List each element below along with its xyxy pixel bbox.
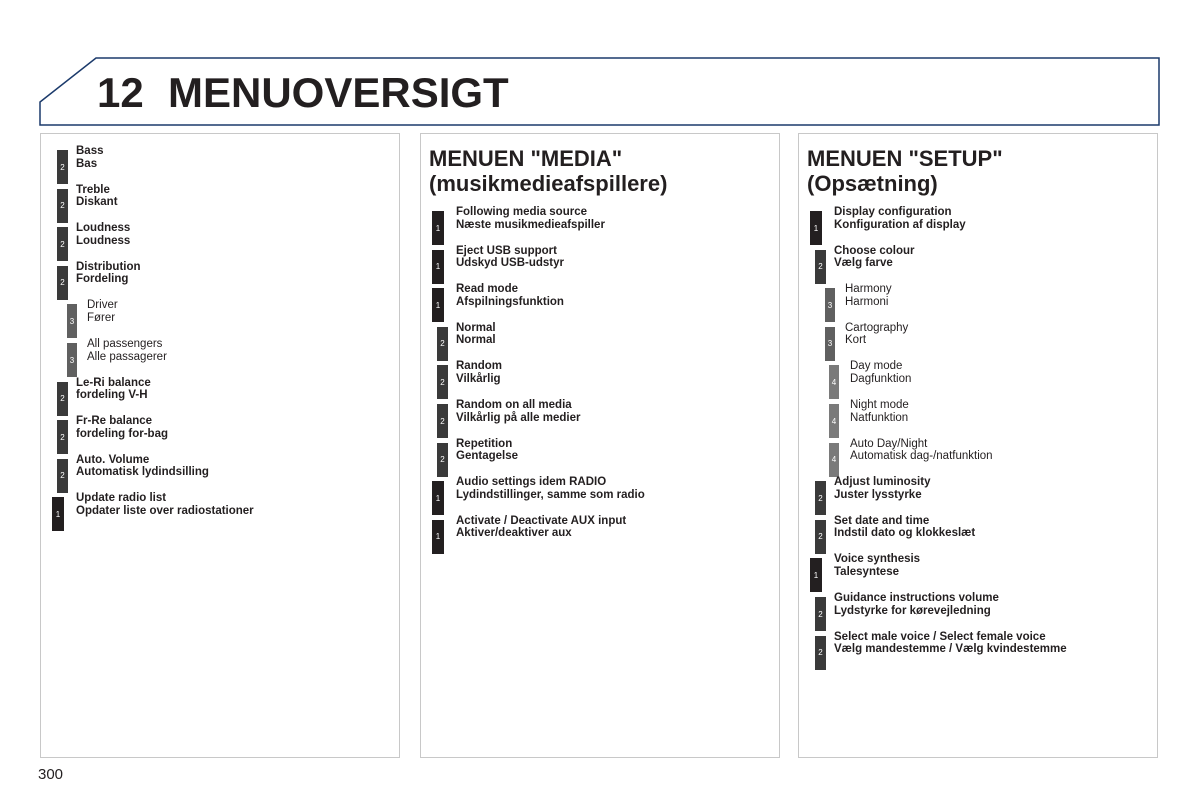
column-audio-settings — [40, 133, 400, 758]
menu-item-label-en: Following media source — [456, 206, 587, 218]
level-badge: 1 — [810, 211, 822, 245]
column-title-line: MENUEN "SETUP" — [807, 146, 1003, 171]
menu-item — [829, 399, 1159, 438]
menu-item-label-da: fordeling V-H — [76, 389, 148, 402]
menu-item-text — [76, 145, 104, 170]
menu-item-text — [834, 206, 966, 231]
menu-item — [57, 453, 387, 493]
menu-item-label-en: Random on all media — [456, 399, 572, 411]
menu-item-label-en: Display configuration — [834, 206, 952, 218]
menu-item — [437, 437, 767, 477]
menu-item-text — [456, 245, 564, 270]
level-badge: 4 — [829, 443, 839, 477]
menu-item — [825, 283, 1155, 322]
level-badge: 1 — [432, 520, 444, 554]
level-badge: 2 — [57, 266, 68, 300]
menu-item-label-en: Read mode — [456, 283, 518, 296]
menu-item-label-en: Night mode — [850, 399, 909, 411]
menu-item-text — [76, 184, 118, 209]
level-badge: 3 — [67, 343, 77, 377]
menu-item-label-da: Normal — [456, 334, 496, 347]
menu-item-text — [456, 322, 496, 347]
level-badge: 4 — [829, 404, 839, 438]
menu-item-label-da: Automatisk dag-/natfunktion — [850, 450, 993, 463]
menu-item-label-da: Vælg farve — [834, 257, 893, 270]
column-title-line: MENUEN "MEDIA" — [429, 146, 623, 171]
menu-item — [57, 376, 387, 416]
menu-item-label-en: Update radio list — [76, 492, 167, 505]
menu-item-text — [456, 476, 645, 501]
menu-item-label-da: Lydstyrke for kørevejledning — [834, 604, 991, 617]
menu-item-label-da: Automatisk lydindsilling — [76, 466, 209, 479]
menu-item-label-da: Næste musikmedieafspiller — [456, 218, 605, 231]
menu-item — [825, 321, 1155, 361]
menu-item — [67, 338, 397, 377]
menu-item-label-da: Harmoni — [845, 295, 889, 308]
menu-item-text — [76, 492, 254, 517]
menu-item-label-da: Juster lysstyrke — [834, 488, 922, 501]
menu-item-label-da: Fordeling — [76, 273, 129, 286]
level-badge: 2 — [437, 327, 448, 361]
menu-item-label-da: Opdater liste over radiostationer — [76, 504, 254, 517]
menu-item-text — [76, 454, 209, 479]
menu-item-label-da: Diskant — [76, 196, 118, 209]
menu-item — [57, 183, 387, 223]
menu-item — [829, 360, 1159, 399]
menu-item — [810, 553, 1140, 592]
chapter-number: 12 — [97, 69, 144, 116]
menu-item-label-en: Treble — [76, 183, 110, 196]
menu-item — [432, 514, 762, 554]
menu-item-label-da: Indstil dato og klokkeslæt — [834, 527, 976, 540]
menu-item — [437, 360, 767, 399]
menu-item — [829, 437, 1159, 477]
level-badge: 1 — [810, 558, 822, 592]
menu-item — [437, 321, 767, 361]
menu-item-label-en: Choose colour — [834, 244, 915, 257]
menu-item-text — [850, 438, 993, 463]
menu-item-text — [845, 283, 892, 308]
menu-item — [432, 283, 762, 322]
column-media-menu — [420, 133, 780, 758]
level-badge: 3 — [67, 304, 77, 338]
menu-item — [815, 630, 1145, 670]
menu-item — [432, 206, 762, 245]
level-badge: 1 — [432, 481, 444, 515]
menu-item-label-en: Eject USB support — [456, 244, 557, 257]
level-badge: 1 — [432, 288, 444, 322]
menu-item-label-en: All passengers — [87, 338, 163, 350]
level-badge: 1 — [432, 211, 444, 245]
level-badge: 2 — [437, 404, 448, 438]
level-badge: 2 — [57, 420, 68, 454]
menu-item-label-da: Alle passagerer — [87, 350, 167, 363]
menu-item-text — [850, 360, 911, 385]
column-title-line: (Opsætning) — [807, 171, 938, 196]
menu-item-text — [834, 553, 920, 578]
level-badge: 2 — [57, 150, 68, 184]
menu-item-text — [76, 222, 130, 247]
column-title — [429, 146, 667, 196]
menu-item-label-da: fordeling for-bag — [76, 427, 168, 440]
menu-item-label-en: Select male voice / Select female voice — [834, 630, 1046, 643]
menu-item-text — [76, 377, 151, 402]
menu-item-label-en: Cartography — [845, 321, 909, 334]
menu-item-label-en: Audio settings idem RADIO — [456, 476, 607, 489]
level-badge: 1 — [52, 497, 64, 531]
level-badge: 2 — [57, 382, 68, 416]
menu-item-label-da: Bas — [76, 157, 98, 170]
column-title-line: (musikmedieafspillere) — [429, 171, 668, 196]
menu-item-label-da: Talesyntese — [834, 565, 899, 578]
menu-item-text — [76, 415, 168, 440]
menu-item-text — [456, 206, 605, 231]
menu-item-label-en: Set date and time — [834, 514, 930, 527]
menu-item-label-da: Vilkårlig på alle medier — [456, 411, 581, 424]
menu-item — [810, 206, 1140, 245]
menu-item — [432, 476, 762, 515]
level-badge: 2 — [57, 227, 68, 261]
level-badge: 4 — [829, 365, 839, 399]
menu-item-label-en: Loudness — [76, 222, 131, 235]
level-badge: 2 — [815, 636, 826, 670]
menu-item — [57, 145, 387, 184]
page-number: 300 — [38, 766, 64, 783]
menu-item-label-en: Bass — [76, 145, 104, 157]
menu-item-text — [834, 476, 930, 501]
level-badge: 3 — [825, 288, 835, 322]
menu-item — [815, 476, 1145, 515]
page-title: MENUOVERSIGT — [168, 69, 509, 116]
menu-item-text — [456, 515, 626, 540]
menu-item-text — [456, 283, 564, 308]
menu-item-label-en: Harmony — [845, 283, 892, 296]
level-badge: 2 — [437, 365, 448, 399]
menu-item-text — [850, 399, 909, 424]
menu-item-label-da: Loudness — [76, 234, 131, 247]
menu-item-label-en: Repetition — [456, 437, 513, 450]
menu-item — [815, 244, 1145, 284]
menu-item-label-en: Voice synthesis — [834, 553, 921, 566]
menu-item-label-en: Day mode — [850, 360, 903, 373]
menu-item-text — [456, 360, 502, 385]
menu-item-text — [834, 592, 999, 617]
level-badge: 1 — [432, 250, 444, 284]
menu-item — [57, 415, 387, 454]
menu-item-label-en: Adjust luminosity — [834, 476, 931, 489]
menu-item-label-en: Distribution — [76, 260, 141, 273]
menu-item-label-da: Konfiguration af display — [834, 218, 966, 231]
menu-item-label-en: Le-Ri balance — [76, 376, 151, 389]
column-title — [807, 146, 1003, 196]
level-badge: 2 — [815, 520, 826, 554]
menu-item-label-da: Vælg mandestemme / Vælg kvindestemme — [834, 643, 1067, 656]
menu-item-text — [845, 322, 908, 347]
menu-item — [815, 592, 1145, 631]
level-badge: 2 — [815, 250, 826, 284]
menu-item-text — [834, 515, 975, 540]
menu-item-text — [456, 399, 580, 424]
menu-item-label-da: Afspilningsfunktion — [456, 295, 564, 308]
level-badge: 2 — [815, 481, 826, 515]
level-badge: 2 — [57, 189, 68, 223]
menu-item-label-en: Driver — [87, 299, 118, 312]
menu-item-label-da: Lydindstillinger, samme som radio — [456, 488, 645, 501]
menu-item — [437, 399, 767, 438]
menu-item-label-en: Auto. Volume — [76, 453, 150, 466]
level-badge: 2 — [437, 443, 448, 477]
menu-item-text — [456, 438, 518, 463]
column-setup-menu — [798, 133, 1158, 758]
menu-item-text — [834, 245, 915, 270]
menu-item-label-da: Dagfunktion — [850, 372, 912, 385]
menu-item-label-da: Udskyd USB-udstyr — [456, 257, 564, 270]
menu-item-label-en: Activate / Deactivate AUX input — [456, 514, 627, 527]
menu-item-label-en: Fr-Re balance — [76, 415, 153, 428]
level-badge: 2 — [57, 459, 68, 493]
menu-item-label-da: Natfunktion — [850, 411, 909, 424]
menu-item-label-da: Aktiver/deaktiver aux — [456, 527, 572, 540]
menu-item-label-da: Vilkårlig — [456, 372, 501, 385]
menu-item — [432, 244, 762, 284]
menu-item — [815, 514, 1145, 554]
menu-item — [57, 260, 387, 300]
menu-item-text — [76, 261, 141, 286]
menu-item-label-en: Auto Day/Night — [850, 437, 928, 450]
menu-item-label-en: Guidance instructions volume — [834, 592, 999, 604]
level-badge: 3 — [825, 327, 835, 361]
menu-item-label-da: Fører — [87, 311, 116, 324]
menu-item-label-en: Random — [456, 360, 502, 373]
level-badge: 2 — [815, 597, 826, 631]
menu-item-text — [87, 338, 167, 363]
menu-item-label-en: Normal — [456, 321, 496, 334]
menu-item-label-da: Kort — [845, 334, 867, 347]
menu-item — [57, 222, 387, 261]
menu-item — [52, 492, 382, 531]
menu-item-text — [834, 631, 1067, 656]
menu-item-text — [87, 299, 118, 324]
menu-item — [67, 299, 397, 338]
menu-item-label-da: Gentagelse — [456, 450, 518, 463]
